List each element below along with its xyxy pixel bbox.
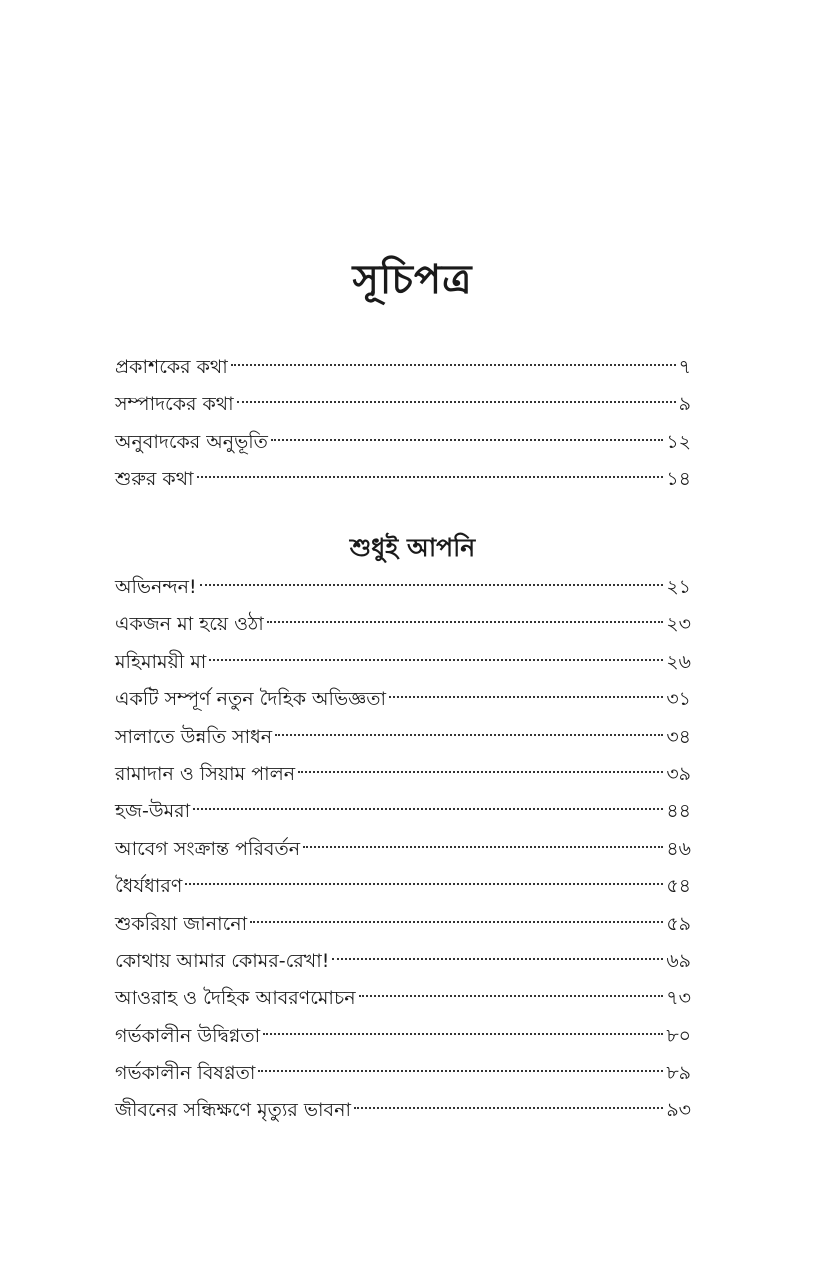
toc-entry[interactable] <box>115 424 691 461</box>
toc-entry[interactable] <box>115 569 691 606</box>
toc-entry-page: ৫৯ <box>666 912 691 935</box>
toc-entry-page: ৩৪ <box>666 725 691 748</box>
dot-leader <box>389 696 663 698</box>
toc-entry-title: ধৈর্যধারণ <box>115 875 183 898</box>
toc-entry-page: ৫৪ <box>666 875 691 898</box>
toc-entry-page: ৮৯ <box>666 1062 691 1085</box>
dot-leader <box>197 476 664 478</box>
toc-entry[interactable] <box>115 644 691 681</box>
dot-leader <box>332 958 663 960</box>
toc-entry-page: ৬৯ <box>666 949 691 972</box>
toc-entry-page: ৯৩ <box>666 1099 691 1122</box>
toc-entry-page: ৯ <box>678 393 691 416</box>
toc-entry-page: ৭৩ <box>666 987 691 1010</box>
toc-entry-title: আবেগ সংক্রান্ত পরিবর্তন <box>115 837 301 860</box>
toc-entry-title: গর্ভকালীন উদ্বিগ্নতা <box>115 1024 261 1047</box>
toc-entry-title: শুকরিয়া জানানো <box>115 912 248 935</box>
toc-entry[interactable] <box>115 943 691 980</box>
toc-entry-title: আওরাহ ও দৈহিক আবরণমোচন <box>115 987 356 1010</box>
dot-leader <box>250 921 663 923</box>
toc-entry[interactable] <box>115 831 691 868</box>
toc-entry[interactable] <box>115 868 691 905</box>
toc-entry[interactable] <box>115 349 691 386</box>
toc-entry-page: ৪৬ <box>666 837 691 860</box>
dot-leader <box>354 1107 663 1109</box>
toc-entry-page: ২৬ <box>666 650 691 673</box>
toc-entry-title: সম্পাদকের কথা <box>115 393 234 416</box>
dot-leader <box>231 364 676 366</box>
toc-entry-page: ৪৪ <box>666 800 691 823</box>
dot-leader <box>303 846 663 848</box>
dot-leader <box>271 439 663 441</box>
section-title: শুধুই আপনি <box>349 533 476 562</box>
toc-entry-title: মহিমাময়ী মা <box>115 650 207 673</box>
toc-entry-title: অভিনন্দন! <box>115 576 197 598</box>
dot-leader <box>298 771 663 773</box>
toc-entry-title: শুরুর কথা <box>115 468 194 491</box>
toc-entry-page: ১২ <box>666 430 691 453</box>
toc-entry[interactable] <box>115 906 691 943</box>
toc-entry-title: গর্ভকালীন বিষণ্ণতা <box>115 1062 256 1085</box>
toc-entry-title: হজ-উমরা <box>115 800 191 823</box>
toc-entry-page: ৩৯ <box>666 762 691 785</box>
dot-leader <box>263 1033 663 1035</box>
dot-leader <box>209 659 663 661</box>
dot-leader <box>267 621 664 623</box>
dot-leader <box>258 1070 663 1072</box>
toc-entry[interactable] <box>115 606 691 643</box>
dot-leader <box>275 734 663 736</box>
toc-entry-title: রামাদান ও সিয়াম পালন <box>115 762 296 785</box>
dot-leader <box>237 401 676 403</box>
toc-entry[interactable] <box>115 1018 691 1055</box>
toc-entry-title: একটি সম্পূর্ণ নতুন দৈহিক অভিজ্ঞতা <box>115 688 387 711</box>
dot-leader <box>193 808 663 810</box>
toc-entry-title: সালাতে উন্নতি সাধন <box>115 725 273 748</box>
toc-entry-page: ২১ <box>666 576 691 598</box>
toc-entry[interactable] <box>115 980 691 1017</box>
page-title: সূচিপত্র <box>352 257 473 303</box>
section-entries-list <box>115 569 691 1130</box>
dot-leader <box>185 883 663 885</box>
toc-entry-page: ৩১ <box>666 688 691 711</box>
toc-entry-title: কোথায় আমার কোমর-রেখা! <box>115 949 330 972</box>
toc-entry[interactable] <box>115 719 691 756</box>
toc-entry[interactable] <box>115 793 691 830</box>
toc-entry[interactable] <box>115 756 691 793</box>
toc-entry-title: প্রকাশকের কথা <box>115 356 228 378</box>
toc-entry[interactable] <box>115 386 691 423</box>
toc-entry-page: ২৩ <box>666 613 691 636</box>
toc-entry[interactable] <box>115 1055 691 1092</box>
toc-entry-title: জীবনের সন্ধিক্ষণে মৃত্যুর ভাবনা <box>115 1099 351 1122</box>
toc-entry-page: ৮০ <box>666 1024 691 1047</box>
toc-entry[interactable] <box>115 461 691 498</box>
toc-entry[interactable] <box>115 1092 691 1129</box>
dot-leader <box>200 584 664 586</box>
toc-entry-page: ৭ <box>678 356 691 378</box>
toc-entry-page: ১৪ <box>666 468 691 491</box>
toc-entry-title: একজন মা হয়ে ওঠা <box>115 613 264 636</box>
front-matter-list <box>115 349 691 499</box>
toc-entry[interactable] <box>115 681 691 718</box>
toc-entry-title: অনুবাদকের অনুভূতি <box>115 430 268 453</box>
dot-leader <box>359 995 664 997</box>
